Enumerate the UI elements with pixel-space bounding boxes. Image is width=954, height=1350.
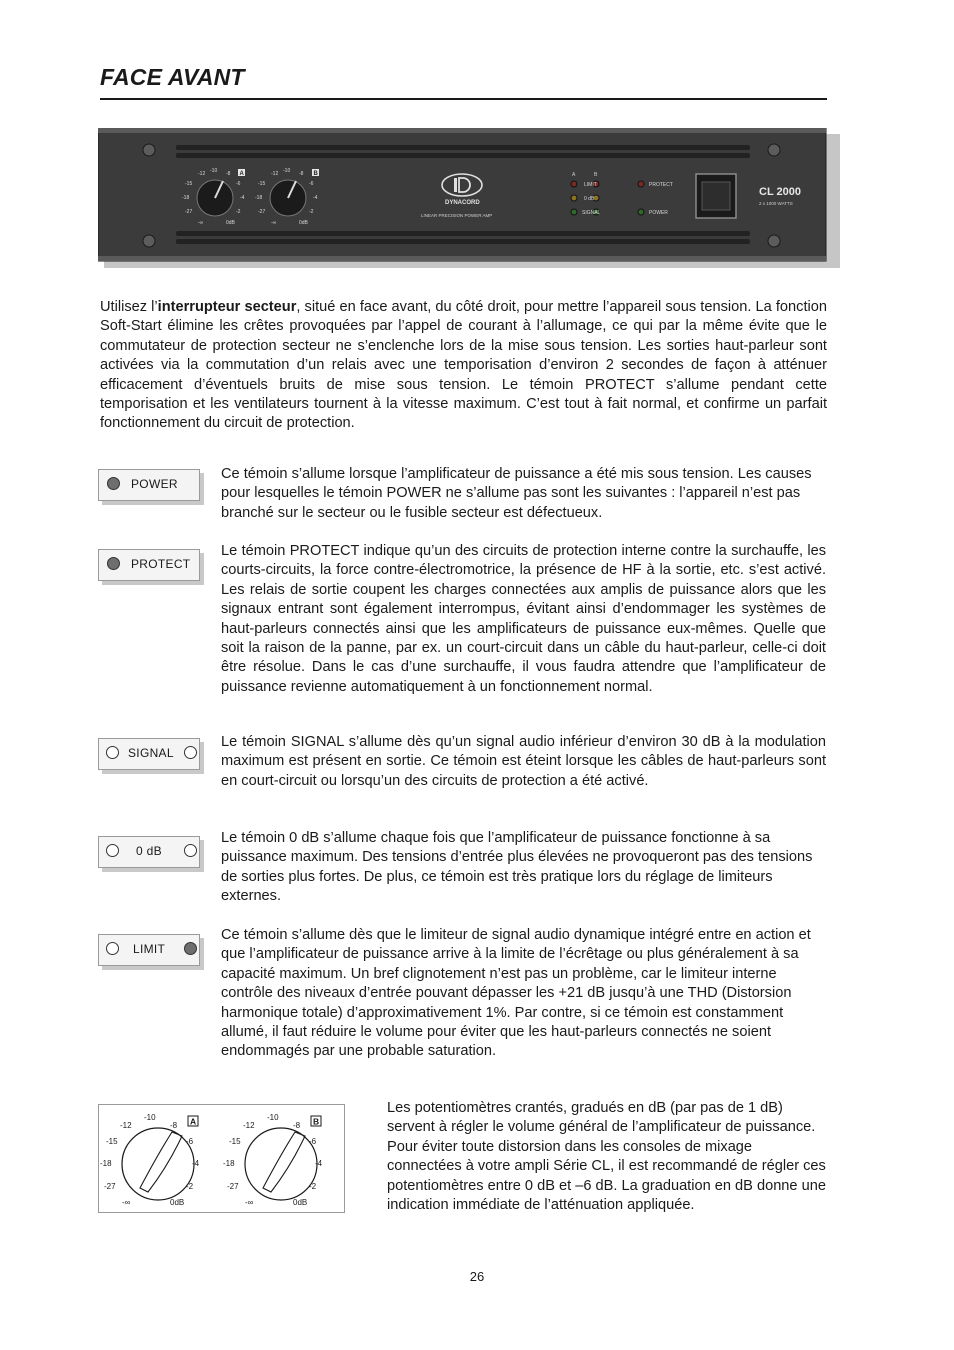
knob-scale-b-m6: -6 <box>309 1137 317 1146</box>
panel-scale-a-minf: -∞ <box>198 220 204 226</box>
limit-description: Ce témoin s’allume dès que le limiteur de signal audio dynamique intégré entre en action et que l’amplificateur de puissance arrive à la limite de l’écrêtage ou plus généralement à sa capacité maximum. Un bref clignotement n’est pas un problème, car le limiteur interne contrôle des niveaux d’entrée pouvant dépasser les +21 dB jusqu’à une THD (Distorsion harmonique totale) d’approximativement 1%. Par contre, si ce témoin est constamment allumé, il faut réduire le volume pour éviter que les haut-parleurs connectés ne soient endommagés par une probable saturation. <box>221 927 811 1060</box>
led-icon <box>106 844 119 857</box>
indicator-protect: PROTECT <box>98 549 204 581</box>
knob-scale-a-m6: -6 <box>186 1137 194 1146</box>
panel-scale-a-m12: -12 <box>198 171 206 177</box>
panel-channel-a: A <box>239 171 244 177</box>
indicator-power: POWER <box>98 469 204 501</box>
knob-scale-b-m8: -8 <box>293 1121 301 1130</box>
knob-channel-a: A <box>190 1116 197 1127</box>
panel-power-rating: 2 x 1000 WATTS <box>759 201 793 206</box>
led-signal-a <box>571 209 577 215</box>
protect-description: Le témoin PROTECT indique qu’un des circuits de protection interne contre la surchauffe, les courts-circuits, la force contre-électromotrice, la présence de HF à la sortie, etc. s’est activé. Les relais de sortie coupent les charges connectées aux amplis de puissance alors que les signaux entrant sont également interrompus, évitant ainsi d’endommager les systèmes de haut-parleurs connectés ainsi que les amplificateurs de puissance eux-mêmes. Quelle que soit la raison de la panne, par ex. un court-circuit dans un câble du haut-parleur, celle-ci doit être résolue. Dans le cas d’une surchauffe, il vous faudra attendre que l’amplificateur de puissance revienne automatiquement à un fonctionnement normal. <box>221 543 826 695</box>
knob-scale-a-m8: -8 <box>170 1121 178 1130</box>
panel-scale-a-m4: -4 <box>240 195 245 201</box>
knob-scale-a-zero: 0dB <box>170 1198 185 1207</box>
knob-scale-a-m15: -15 <box>106 1137 118 1146</box>
panel-scale-b-minf: -∞ <box>271 220 277 226</box>
panel-scale-a-m27: -27 <box>185 209 193 215</box>
led-icon <box>106 942 119 955</box>
knob-scale-b-m18: -18 <box>223 1159 235 1168</box>
led-protect <box>638 181 644 187</box>
panel-scale-a-m6: -6 <box>236 181 241 187</box>
panel-label-limit: LIMIT <box>584 182 597 188</box>
led-icon <box>107 477 120 490</box>
panel-knob-b <box>270 180 306 216</box>
panel-tagline: LINEAR PRECISION POWER AMP <box>421 213 493 218</box>
intro-bold-switch: interrupteur secteur <box>157 299 297 315</box>
knob-scale-b-m10: -10 <box>267 1113 279 1122</box>
led-icon <box>184 746 197 759</box>
zero-db-description: Le témoin 0 dB s’allume chaque fois que l’amplificateur de puissance fonctionne à sa puissance maximum. Des tensions d’entrée plus élevées ne provoqueront pas des tensions de sorties plus fortes. De plus, ce témoin est très pratique lors du réglage de limiteurs externes. <box>221 830 813 905</box>
title-rule <box>100 98 827 100</box>
knob-scale-a-m4: -4 <box>192 1159 200 1168</box>
knob-scale-a-m12: -12 <box>120 1121 132 1130</box>
knob-scale-a-minf: -∞ <box>122 1198 131 1207</box>
indicator-limit: LIMIT <box>98 934 204 966</box>
knob-scale-b-m12: -12 <box>243 1121 255 1130</box>
panel-scale-b-zero: 0dB <box>299 220 308 226</box>
panel-model: CL 2000 <box>759 186 801 198</box>
panel-led-col-a: A <box>572 172 576 178</box>
led-icon <box>184 844 197 857</box>
panel-scale-a-m18: -18 <box>182 195 190 201</box>
panel-scale-a-m8: -8 <box>226 171 231 177</box>
panel-label-protect: PROTECT <box>649 182 673 188</box>
knob-scale-b-m4: -4 <box>315 1159 323 1168</box>
indicator-signal: SIGNAL <box>98 738 204 770</box>
page-title: FACE AVANT <box>100 64 245 90</box>
panel-scale-b-m15: -15 <box>258 181 266 187</box>
panel-scale-b-m8: -8 <box>299 171 304 177</box>
led-icon <box>107 557 120 570</box>
potentiometer-illustration <box>98 1104 346 1214</box>
panel-top-edge <box>98 128 826 133</box>
panel-scale-b-m2: -2 <box>309 209 314 215</box>
knob-scale-a-m10: -10 <box>144 1113 156 1122</box>
knob-scale-a-m18: -18 <box>100 1159 112 1168</box>
led-0db-a <box>571 195 577 201</box>
panel-label-power: POWER <box>649 210 668 216</box>
knob-scale-b-m15: -15 <box>229 1137 241 1146</box>
knob-scale-b-zero: 0dB <box>293 1198 308 1207</box>
panel-brand: DYNACORD <box>445 200 480 206</box>
panel-led-col-b: B <box>594 172 598 178</box>
panel-channel-b: B <box>313 171 318 177</box>
panel-scale-b-m4: -4 <box>313 195 318 201</box>
panel-knob-a <box>197 180 233 216</box>
indicator-0db: 0 dB <box>98 836 204 868</box>
signal-description: Le témoin SIGNAL s’allume dès qu’un signal audio inférieur d’environ 30 dB à la modulation maximum est présent en sortie. Ce témoin est éteint lorsque les câbles de haut-parleurs sont en court-circuit ou lorsqu’un des circuits de protection a été activé. <box>221 734 826 789</box>
led-limit-a <box>571 181 577 187</box>
potentiometer-description: Les potentiomètres crantés, gradués en dB (par pas de 1 dB) servent à régler le volume général de l’amplificateur de puissance. Pour éviter toute distorsion dans les consoles de mixage connectées à votre ampli Série CL, il est recommandé de régler ces potentiomètres entre 0 dB et –6 dB. La graduation en dB donne une indication immédiate de l’atténuation appliquée. <box>387 1100 826 1214</box>
panel-scale-b-m12: -12 <box>271 171 279 177</box>
power-description: Ce témoin s’allume lorsque l’amplificateur de puissance a été mis sous tension. Les causes pour lesquelles le témoin POWER ne s’allume pas sont les suivantes : l’appareil n’est pas branché sur le secteur ou le fusible secteur est défectueux. <box>221 466 812 521</box>
panel-scale-b-m10: -10 <box>283 168 291 174</box>
knob-scale-b-m2: -2 <box>309 1182 317 1191</box>
knob-scale-a-m2: -2 <box>186 1182 194 1191</box>
panel-scale-a-m15: -15 <box>185 181 193 187</box>
knob-scale-b-m27: -27 <box>227 1182 239 1191</box>
panel-scale-b-m18: -18 <box>255 195 263 201</box>
knob-scale-b-minf: -∞ <box>245 1198 254 1207</box>
panel-bottom-edge <box>98 256 826 261</box>
led-icon <box>106 746 119 759</box>
panel-scale-a-m10: -10 <box>210 168 218 174</box>
knob-channel-b: B <box>313 1116 320 1127</box>
power-switch-rocker <box>702 182 730 210</box>
led-icon <box>184 942 197 955</box>
panel-label-0db: 0 dB <box>584 196 595 202</box>
page-number: 26 <box>469 1269 485 1284</box>
panel-scale-b-m27: -27 <box>258 209 266 215</box>
led-power <box>638 209 644 215</box>
knob-scale-a-m27: -27 <box>104 1182 116 1191</box>
panel-scale-a-m2: -2 <box>236 209 241 215</box>
panel-label-signal: SIGNAL <box>582 210 601 216</box>
intro-paragraph: Utilisez l’interrupteur secteur, situé en face avant, du côté droit, pour mettre l’appareil sous tension. La fonction Soft-Start élimine les crêtes provoquées par l’appel de courant à l’allumage, ce qui par la même évite que le commutateur de protection secteur ne s’enclenche lors de la mise sous tension. Les sorties haut-parleur sont activées via la commutation d’un relais avec une temporisation d’environ 2 secondes de façon à atténuer efficacement d’éventuels bruits de mise sous tension. Le témoin PROTECT s’allume pendant cette temporisation et les ventilateurs tournent à la vitesse maximum. C’est tout à fait normal, et confirme un parfait fonctionnement du circuit de protection. <box>100 299 827 432</box>
front-panel-illustration <box>98 128 840 268</box>
panel-scale-b-m6: -6 <box>309 181 314 187</box>
panel-scale-a-zero: 0dB <box>226 220 235 226</box>
